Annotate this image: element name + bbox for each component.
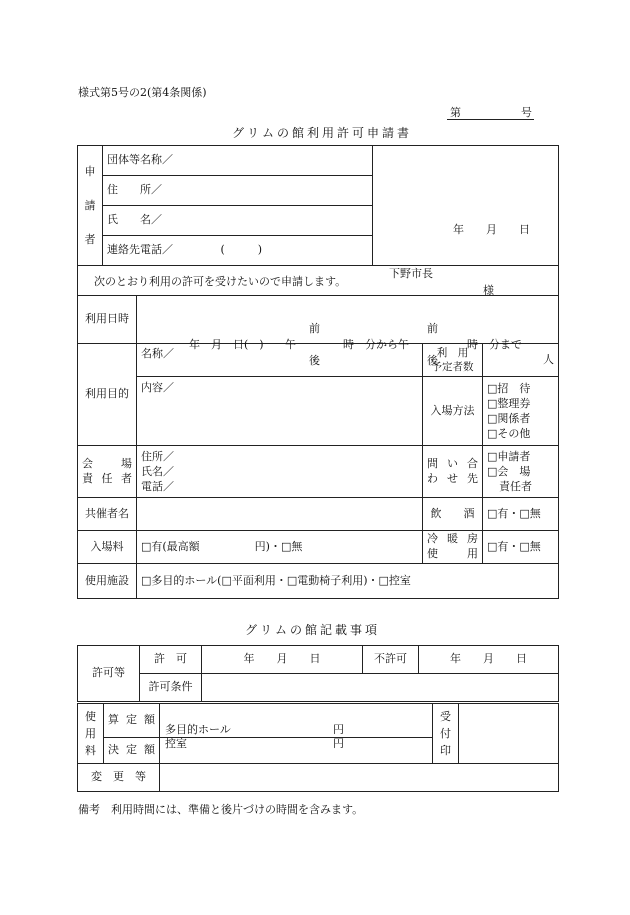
change-label: 変 更 等 [78,764,160,792]
doc-number-underline [447,119,534,120]
name-field[interactable]: 氏 名／ [103,206,373,236]
page-title: グリムの館利用許可申請書 [232,126,413,140]
condition-field[interactable] [202,674,559,702]
condition-label: 許可条件 [140,674,202,702]
end-am: 前 [427,321,438,335]
permit-table [77,645,559,702]
usage-date: 年 月 日( ) [189,337,264,351]
decided-label: 決定額 [104,738,160,764]
hall-label: 多目的ホール [165,722,231,736]
waiting-room-unit: 円 [333,736,344,750]
application-date[interactable]: 年 月 日 [453,222,530,236]
event-name-field[interactable]: 名称／ [137,344,423,377]
drinking-options[interactable]: □有・□無 [483,498,559,531]
contact-applicant-checkbox[interactable]: □申請者 [487,450,531,463]
intro-row [77,265,559,295]
waiting-room-label: 控室 [165,736,187,750]
start-gozen: 午 [285,337,296,351]
form-number: 様式第5号の2(第4条関係) [78,86,207,99]
usage-time-label: 利用日時 [78,296,137,344]
start-time: 時 分から午 [343,337,409,351]
phone-field[interactable]: 連絡先電話／ ( ) [103,236,373,266]
end-pm: 後 [427,353,438,367]
drinking-label: 飲 酒 [423,498,483,531]
doc-number-suffix: 号 [521,106,532,119]
honorific: 様 [483,283,494,297]
cohost-label: 共催者名 [78,498,137,531]
cohost-field[interactable] [137,498,423,531]
air-conditioning-options[interactable]: □有・□無 [483,531,559,564]
denial-label: 不許可 [363,646,419,674]
permit-col-label: 許 可 [140,646,202,674]
change-field[interactable] [160,764,559,792]
permit-label: 許可等 [78,646,140,702]
denial-date[interactable]: 年 月 日 [419,646,559,674]
venue-manager-label: 会 場 責任者 [78,446,137,498]
record-title: グリムの館記載事項 [245,623,381,637]
note: 備考 利用時間には、準備と後片づけの時間を含みます。 [78,803,364,816]
entry-method-options[interactable] [483,377,559,446]
addressee: 下野市長 [389,266,433,280]
end-time: 時 分まで [467,337,522,351]
entry-method-label: 入場方法 [423,377,483,446]
decided-field[interactable] [160,738,433,764]
applicant-side-label: 申 請 者 [78,146,103,266]
hall-unit: 円 [333,722,344,736]
expected-count-label: 利 用 予定者数 [423,344,483,377]
stamp-label: 受 付 印 [433,704,459,764]
permit-date[interactable]: 年 月 日 [202,646,363,674]
entry-fee-label: 入場料 [78,531,137,564]
org-name-field[interactable]: 団体等名称／ [103,146,373,176]
air-conditioning-label: 冷暖房 使 用 [423,531,483,564]
contact-options[interactable]: □申請者 □会 場 責任者 [483,446,559,498]
address-field[interactable]: 住 所／ [103,176,373,206]
stamp-field[interactable] [459,704,559,764]
assessed-field[interactable] [160,704,433,750]
entry-invite-checkbox[interactable]: □招 待 [487,382,531,395]
venue-manager-field[interactable]: 住所／ 氏名／ 電話／ [137,446,423,498]
expected-count-field[interactable]: 人 [483,344,559,377]
usage-fee-table [77,703,559,792]
date-addressee-cell [373,146,559,297]
assessed-label: 算定額 [104,704,160,738]
entry-ticket-checkbox[interactable]: □整理券 [487,397,531,410]
facility-label: 使用施設 [78,564,137,599]
usage-fee-side-label: 使 用 料 [78,704,104,764]
contact-manager-checkbox[interactable]: □会 場 [487,465,531,478]
facility-options[interactable]: □多目的ホール(□平面利用・□電動椅子利用)・□控室 [137,564,559,599]
entry-staff-checkbox[interactable]: □関係者 [487,412,531,425]
contact-label: 問い合 わせ先 [423,446,483,498]
intro-text: 次のとおり利用の許可を受けたいので申請します。 [94,275,347,288]
event-content-field[interactable]: 内容／ [137,377,423,446]
entry-other-checkbox[interactable]: □その他 [487,427,531,440]
start-pm: 後 [309,353,320,367]
doc-number-prefix: 第 [450,106,461,119]
start-am: 前 [309,321,320,335]
entry-fee-options[interactable]: □有(最高額 円)・□無 [137,531,423,564]
application-table [77,295,559,599]
purpose-label: 利用目的 [78,344,137,446]
